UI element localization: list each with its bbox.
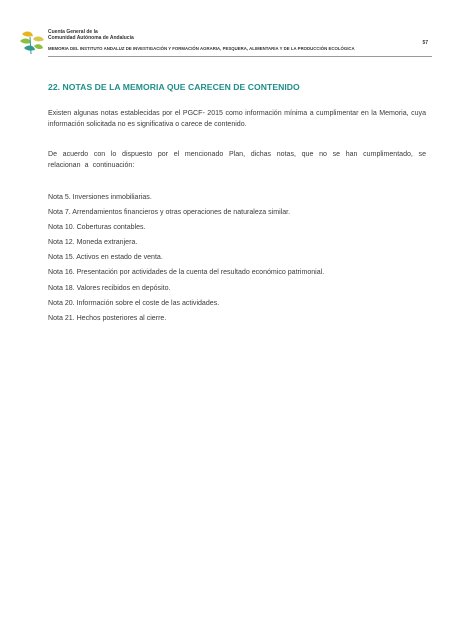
junta-andalucia-logo — [18, 28, 46, 56]
memoria-title: MEMORIA DEL INSTITUTO ANDALUZ DE INVESTIGACIÓN Y FORMACIÓN AGRARIA, PESQUERA, ALIMENTARIA Y DE LA PRODUCCIÓN ECOLÓGICA — [48, 46, 355, 51]
list-item: Nota 7. Arrendamientos financieros y otras operaciones de naturaleza similar. — [48, 209, 291, 217]
logo-icon — [20, 32, 44, 54]
list-item: Nota 16. Presentación por actividades de la cuenta del resultado económico patrimonial. — [48, 269, 325, 277]
intro-paragraph: Existen algunas notas establecidas por el PGCF- 2015 como información mínima a cumplimentar en la Memoria, cuya información solicitada no es significativa o carece de contenido. — [48, 110, 426, 128]
page-number: 57 — [422, 40, 428, 46]
list-item: Nota 15. Activos en estado de venta. — [48, 254, 163, 262]
page-header — [18, 26, 432, 62]
organization-name — [48, 29, 134, 41]
list-item: Nota 10. Coberturas contables. — [48, 224, 146, 232]
second-paragraph: De acuerdo con lo dispuesto por el mencionado Plan, dichas notas, que no se han cumplimentado, se relacionan a continuación: — [48, 151, 426, 169]
list-item: Nota 5. Inversiones inmobiliarias. — [48, 194, 152, 201]
list-item: Nota 18. Valores recibidos en depósito. — [48, 284, 171, 292]
page-content — [48, 82, 426, 326]
list-item: Nota 20. Información sobre el coste de las actividades. — [48, 299, 220, 307]
list-item: Nota 21. Hechos posteriores al cierre. — [48, 314, 167, 322]
notes-list — [48, 190, 426, 326]
section-title: 22. NOTAS DE LA MEMORIA QUE CARECEN DE CONTENIDO — [48, 82, 300, 92]
list-item: Nota 12. Moneda extranjera. — [48, 239, 138, 247]
header-divider — [48, 56, 432, 57]
org-line-2: Comunidad Autónoma de Andalucía — [48, 35, 134, 42]
org-line-1: Cuenta General de la — [48, 29, 98, 35]
